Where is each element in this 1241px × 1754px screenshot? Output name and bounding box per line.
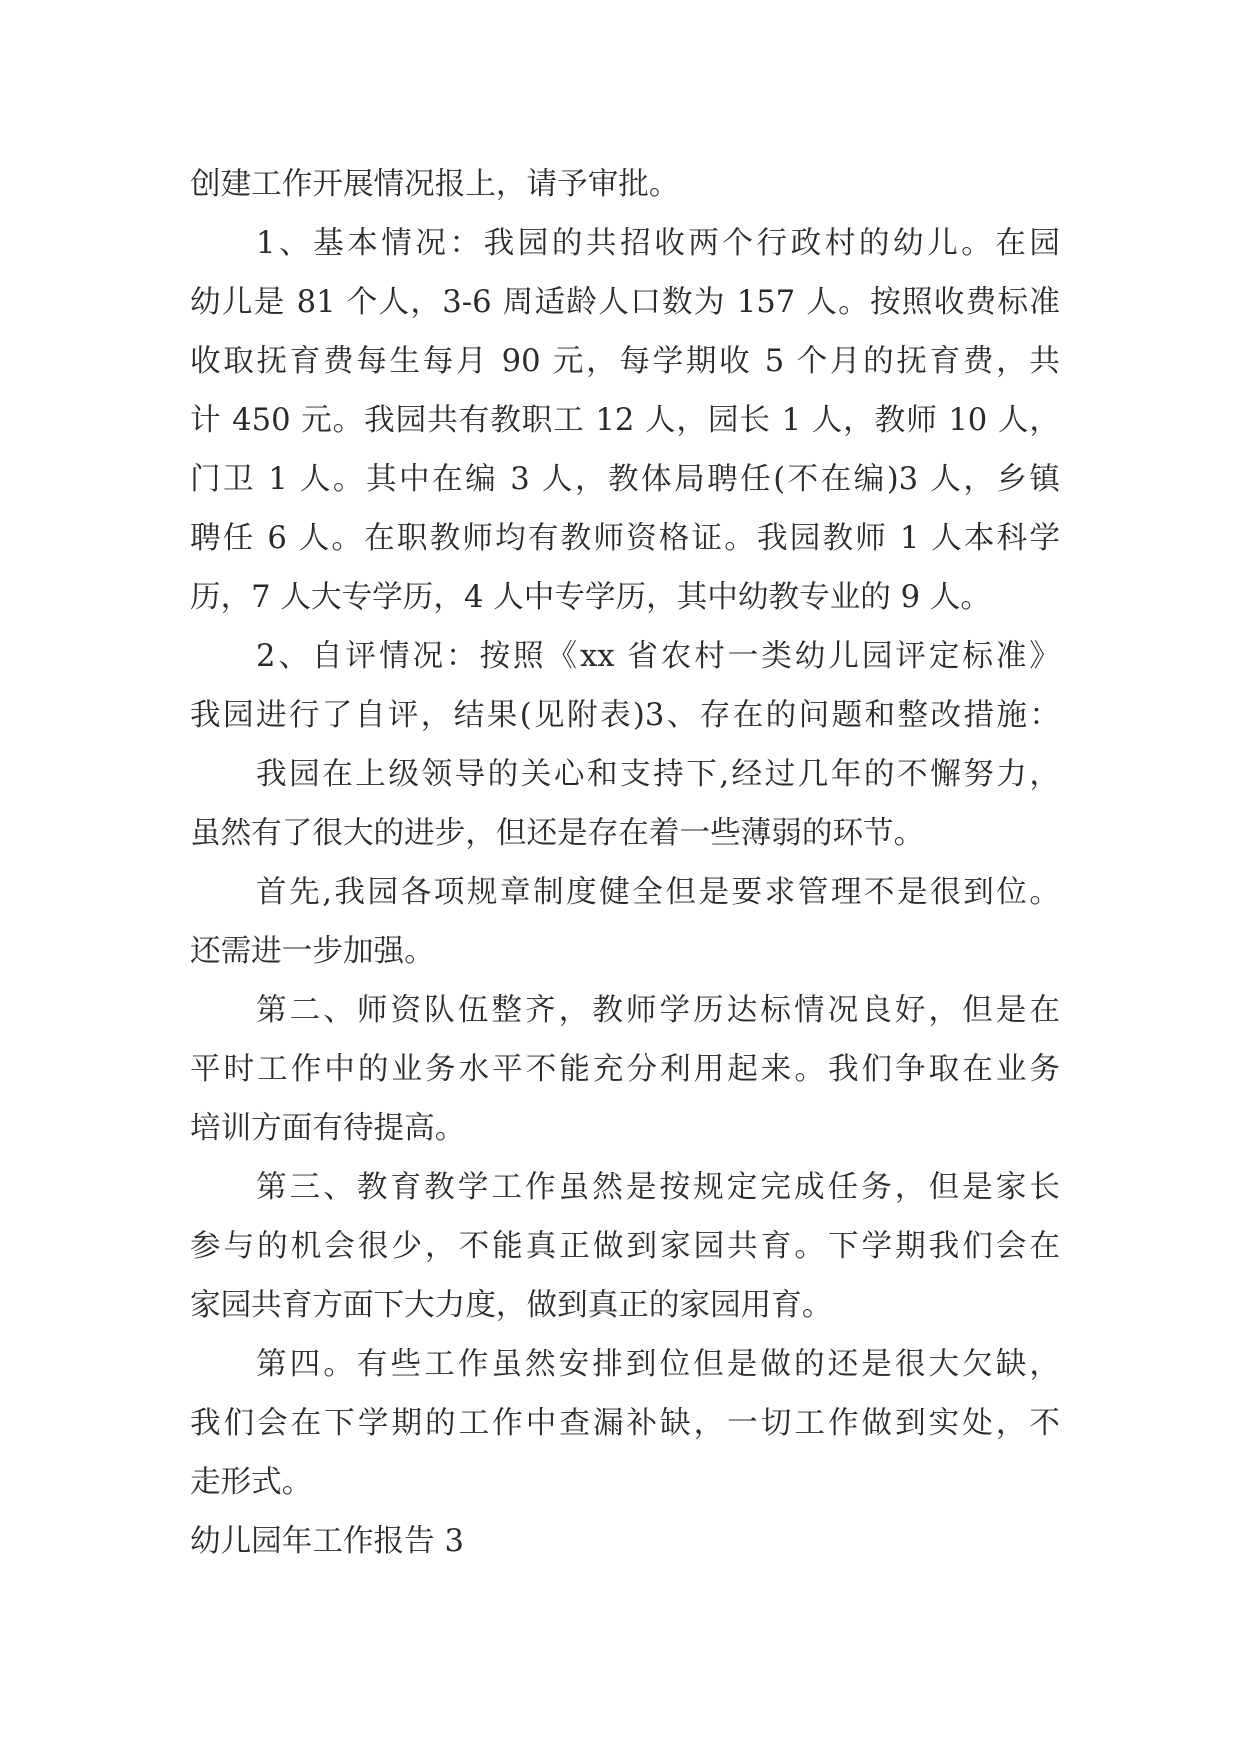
paragraph-first-line: 我园在上级领导的关心和支持下,经过几年的不懈努力， <box>256 757 1060 792</box>
text-line: 我们会在下学期的工作中查漏补缺，一切工作做到实处，不 <box>190 1406 1060 1441</box>
text-line: 还需进一步加强。 <box>190 934 435 969</box>
text-line: 历，7 人大专学历，4 人中专学历，其中幼教专业的 9 人。 <box>190 580 991 615</box>
text-line: 参与的机会很少，不能真正做到家园共育。下学期我们会在 <box>190 1229 1060 1264</box>
text-line: 虽然有了很大的进步，但还是存在着一些薄弱的环节。 <box>190 816 925 851</box>
paragraph-first-line: 第三、教育教学工作虽然是按规定完成任务，但是家长 <box>256 1170 1060 1205</box>
text-line: 收取抚育费每生每月 90 元，每学期收 5 个月的抚育费，共 <box>190 344 1060 379</box>
paragraph-first-line: 1、基本情况：我园的共招收两个行政村的幼儿。在园 <box>256 226 1060 261</box>
text-line: 我园进行了自评，结果(见附表)3、存在的问题和整改措施： <box>190 698 1060 733</box>
paragraph-first-line: 第二、师资队伍整齐，教师学历达标情况良好，但是在 <box>256 993 1060 1028</box>
text-line: 计 450 元。我园共有教职工 12 人，园长 1 人，教师 10 人， <box>190 403 1060 438</box>
paragraph-first-line: 2、自评情况：按照《xx 省农村一类幼儿园评定标准》 <box>256 639 1060 674</box>
text-line: 聘任 6 人。在职教师均有教师资格证。我园教师 1 人本科学 <box>190 521 1060 556</box>
text-line: 幼儿是 81 个人，3-6 周适龄人口数为 157 人。按照收费标准 <box>190 285 1060 320</box>
text-line: 创建工作开展情况报上，请予审批。 <box>190 167 680 202</box>
text-line: 平时工作中的业务水平不能充分利用起来。我们争取在业务 <box>190 1052 1060 1087</box>
text-line: 培训方面有待提高。 <box>190 1111 466 1146</box>
text-line: 门卫 1 人。其中在编 3 人，教体局聘任(不在编)3 人，乡镇 <box>190 462 1060 497</box>
paragraph-first-line: 第四。有些工作虽然安排到位但是做的还是很大欠缺， <box>256 1347 1060 1382</box>
text-line: 走形式。 <box>190 1465 313 1500</box>
text-line: 家园共育方面下大力度，做到真正的家园用育。 <box>190 1288 833 1323</box>
paragraph-first-line: 首先,我园各项规章制度健全但是要求管理不是很到位。 <box>256 875 1060 910</box>
section-heading: 幼儿园年工作报告 3 <box>190 1524 464 1559</box>
